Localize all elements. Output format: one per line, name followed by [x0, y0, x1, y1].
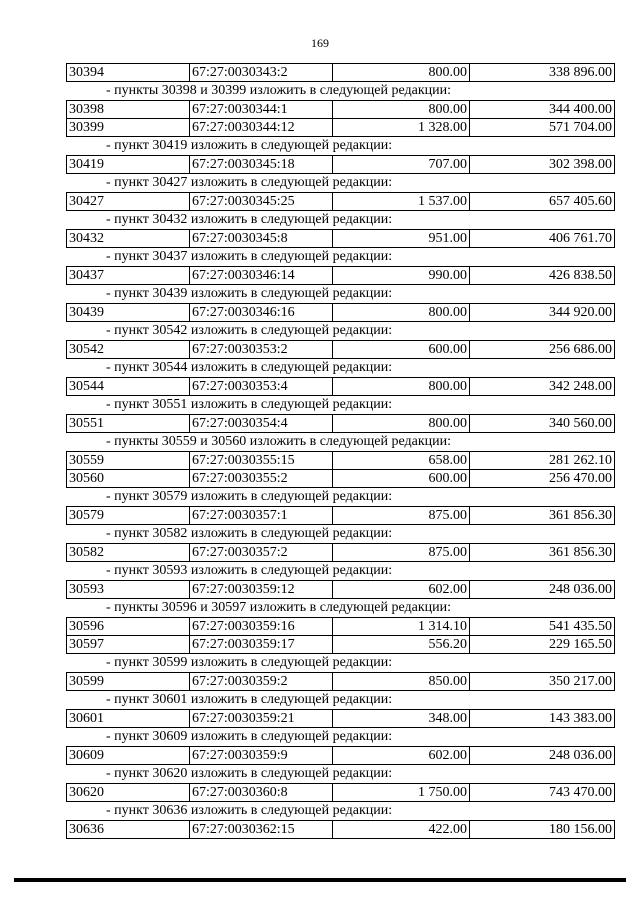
table-row — [67, 378, 615, 396]
parcel-table — [66, 414, 615, 433]
amendment-note: - пункт 30551 изложить в следующей редакции: — [106, 397, 393, 412]
amendment-note: - пункт 30593 изложить в следующей редакции: — [106, 563, 393, 578]
table-row — [67, 415, 615, 433]
parcel-table — [66, 506, 615, 525]
parcel-table — [66, 580, 615, 599]
table-row — [67, 618, 615, 636]
parcel-table — [66, 155, 615, 174]
cadastral-value-cell: 426 838.50 — [470, 267, 615, 285]
cadastral-value-cell: 281 262.10 — [470, 452, 615, 470]
area-cell: 600.00 — [333, 341, 470, 359]
area-cell: 1 750.00 — [333, 784, 470, 802]
parcel-table — [66, 63, 615, 82]
table-row — [67, 304, 615, 322]
area-cell: 800.00 — [333, 64, 470, 82]
parcel-table — [66, 709, 615, 728]
amendment-note: - пункты 30559 и 30560 изложить в следующей редакции: — [106, 434, 452, 449]
table-row — [67, 673, 615, 691]
area-cell: 707.00 — [333, 156, 470, 174]
area-cell: 800.00 — [333, 101, 470, 119]
cadastral-number-cell: 67:27:0030359:21 — [190, 710, 333, 728]
parcel-table — [66, 100, 615, 137]
area-cell: 800.00 — [333, 415, 470, 433]
item-number-cell: 30636 — [67, 821, 190, 839]
amendment-note: - пункт 30439 изложить в следующей редакции: — [106, 286, 393, 301]
area-cell: 990.00 — [333, 267, 470, 285]
amendment-note: - пункт 30544 изложить в следующей редакции: — [106, 360, 393, 375]
parcel-table — [66, 229, 615, 248]
parcel-table — [66, 672, 615, 691]
parcel-table — [66, 617, 615, 654]
item-number-cell: 30432 — [67, 230, 190, 248]
cadastral-value-cell: 180 156.00 — [470, 821, 615, 839]
amendment-note: - пункт 30609 изложить в следующей редакции: — [106, 729, 393, 744]
area-cell: 602.00 — [333, 747, 470, 765]
bottom-rule — [14, 878, 626, 882]
cadastral-number-cell: 67:27:0030353:2 — [190, 341, 333, 359]
item-number-cell: 30427 — [67, 193, 190, 211]
item-number-cell: 30596 — [67, 618, 190, 636]
item-number-cell: 30437 — [67, 267, 190, 285]
item-number-cell: 30579 — [67, 507, 190, 525]
table-row — [67, 119, 615, 137]
item-number-cell: 30582 — [67, 544, 190, 562]
area-cell: 951.00 — [333, 230, 470, 248]
cadastral-value-cell: 256 686.00 — [470, 341, 615, 359]
cadastral-number-cell: 67:27:0030353:4 — [190, 378, 333, 396]
table-row — [67, 341, 615, 359]
cadastral-value-cell: 406 761.70 — [470, 230, 615, 248]
cadastral-value-cell: 342 248.00 — [470, 378, 615, 396]
table-row — [67, 267, 615, 285]
cadastral-number-cell: 67:27:0030344:1 — [190, 101, 333, 119]
item-number-cell: 30542 — [67, 341, 190, 359]
cadastral-number-cell: 67:27:0030359:9 — [190, 747, 333, 765]
area-cell: 1 328.00 — [333, 119, 470, 137]
parcel-table — [66, 192, 615, 211]
amendment-note: - пункты 30398 и 30399 изложить в следующей редакции: — [106, 83, 452, 98]
item-number-cell: 30398 — [67, 101, 190, 119]
parcel-table — [66, 451, 615, 488]
cadastral-value-cell: 571 704.00 — [470, 119, 615, 137]
cadastral-value-cell: 248 036.00 — [470, 581, 615, 599]
table-row — [67, 507, 615, 525]
cadastral-value-cell: 361 856.30 — [470, 507, 615, 525]
item-number-cell: 30439 — [67, 304, 190, 322]
area-cell: 422.00 — [333, 821, 470, 839]
amendment-note: - пункт 30437 изложить в следующей редакции: — [106, 249, 393, 264]
cadastral-value-cell: 350 217.00 — [470, 673, 615, 691]
cadastral-value-cell: 657 405.60 — [470, 193, 615, 211]
table-row — [67, 636, 615, 654]
cadastral-number-cell: 67:27:0030357:2 — [190, 544, 333, 562]
cadastral-number-cell: 67:27:0030359:2 — [190, 673, 333, 691]
item-number-cell: 30394 — [67, 64, 190, 82]
table-row — [67, 784, 615, 802]
cadastral-number-cell: 67:27:0030355:15 — [190, 452, 333, 470]
parcel-table — [66, 340, 615, 359]
amendment-note: - пункт 30599 изложить в следующей редакции: — [106, 655, 393, 670]
area-cell: 1 537.00 — [333, 193, 470, 211]
cadastral-number-cell: 67:27:0030345:25 — [190, 193, 333, 211]
item-number-cell: 30559 — [67, 452, 190, 470]
amendment-note: - пункты 30596 и 30597 изложить в следующей редакции: — [106, 600, 452, 615]
parcel-table — [66, 303, 615, 322]
amendment-note: - пункт 30419 изложить в следующей редакции: — [106, 138, 393, 153]
cadastral-value-cell: 338 896.00 — [470, 64, 615, 82]
cadastral-number-cell: 67:27:0030346:14 — [190, 267, 333, 285]
cadastral-number-cell: 67:27:0030355:2 — [190, 470, 333, 488]
cadastral-number-cell: 67:27:0030343:2 — [190, 64, 333, 82]
area-cell: 658.00 — [333, 452, 470, 470]
parcel-table — [66, 543, 615, 562]
area-cell: 600.00 — [333, 470, 470, 488]
cadastral-value-cell: 143 383.00 — [470, 710, 615, 728]
table-row — [67, 64, 615, 82]
item-number-cell: 30419 — [67, 156, 190, 174]
item-number-cell: 30399 — [67, 119, 190, 137]
cadastral-number-cell: 67:27:0030362:15 — [190, 821, 333, 839]
table-row — [67, 101, 615, 119]
table-row — [67, 470, 615, 488]
area-cell: 875.00 — [333, 507, 470, 525]
cadastral-value-cell: 248 036.00 — [470, 747, 615, 765]
cadastral-number-cell: 67:27:0030344:12 — [190, 119, 333, 137]
cadastral-number-cell: 67:27:0030345:18 — [190, 156, 333, 174]
item-number-cell: 30601 — [67, 710, 190, 728]
area-cell: 875.00 — [333, 544, 470, 562]
item-number-cell: 30609 — [67, 747, 190, 765]
table-row — [67, 710, 615, 728]
table-row — [67, 156, 615, 174]
item-number-cell: 30593 — [67, 581, 190, 599]
cadastral-number-cell: 67:27:0030357:1 — [190, 507, 333, 525]
area-cell: 602.00 — [333, 581, 470, 599]
document-body — [66, 63, 610, 839]
amendment-note: - пункт 30582 изложить в следующей редакции: — [106, 526, 393, 541]
cadastral-number-cell: 67:27:0030360:8 — [190, 784, 333, 802]
table-row — [67, 230, 615, 248]
table-row — [67, 581, 615, 599]
page-number: 169 — [311, 36, 329, 50]
cadastral-value-cell: 361 856.30 — [470, 544, 615, 562]
parcel-table — [66, 746, 615, 765]
table-row — [67, 193, 615, 211]
cadastral-value-cell: 229 165.50 — [470, 636, 615, 654]
cadastral-value-cell: 344 400.00 — [470, 101, 615, 119]
item-number-cell: 30597 — [67, 636, 190, 654]
parcel-table — [66, 377, 615, 396]
amendment-note: - пункт 30579 изложить в следующей редакции: — [106, 489, 393, 504]
amendment-note: - пункт 30542 изложить в следующей редакции: — [106, 323, 393, 338]
amendment-note: - пункт 30620 изложить в следующей редакции: — [106, 766, 393, 781]
cadastral-number-cell: 67:27:0030359:16 — [190, 618, 333, 636]
table-row — [67, 544, 615, 562]
cadastral-number-cell: 67:27:0030354:4 — [190, 415, 333, 433]
area-cell: 850.00 — [333, 673, 470, 691]
parcel-table — [66, 266, 615, 285]
area-cell: 1 314.10 — [333, 618, 470, 636]
cadastral-value-cell: 743 470.00 — [470, 784, 615, 802]
amendment-note: - пункт 30432 изложить в следующей редакции: — [106, 212, 393, 227]
cadastral-number-cell: 67:27:0030346:16 — [190, 304, 333, 322]
cadastral-number-cell: 67:27:0030359:17 — [190, 636, 333, 654]
parcel-table — [66, 783, 615, 802]
area-cell: 800.00 — [333, 378, 470, 396]
item-number-cell: 30551 — [67, 415, 190, 433]
cadastral-value-cell: 340 560.00 — [470, 415, 615, 433]
item-number-cell: 30544 — [67, 378, 190, 396]
table-row — [67, 452, 615, 470]
amendment-note: - пункт 30427 изложить в следующей редакции: — [106, 175, 393, 190]
parcel-table — [66, 820, 615, 839]
cadastral-number-cell: 67:27:0030345:8 — [190, 230, 333, 248]
table-row — [67, 747, 615, 765]
cadastral-value-cell: 344 920.00 — [470, 304, 615, 322]
cadastral-value-cell: 256 470.00 — [470, 470, 615, 488]
cadastral-value-cell: 541 435.50 — [470, 618, 615, 636]
item-number-cell: 30599 — [67, 673, 190, 691]
amendment-note: - пункт 30636 изложить в следующей редакции: — [106, 803, 393, 818]
cadastral-value-cell: 302 398.00 — [470, 156, 615, 174]
area-cell: 556.20 — [333, 636, 470, 654]
item-number-cell: 30560 — [67, 470, 190, 488]
cadastral-number-cell: 67:27:0030359:12 — [190, 581, 333, 599]
area-cell: 348.00 — [333, 710, 470, 728]
table-row — [67, 821, 615, 839]
amendment-note: - пункт 30601 изложить в следующей редакции: — [106, 692, 393, 707]
area-cell: 800.00 — [333, 304, 470, 322]
item-number-cell: 30620 — [67, 784, 190, 802]
